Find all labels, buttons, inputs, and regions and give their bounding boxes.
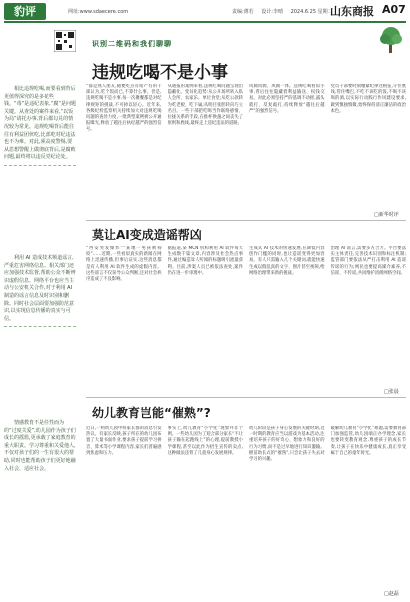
sidebar-quote-text: 相比违规吃喝,而要看到背后更值得深究的是多花些钱。“毒”是违纪表象,“腐”是问题关键。从查处的案件来看,“以饭为局”请托办事,背后都勾兑的情况较为常见。违规吃喝背后能往往有利益团伙吃,比部吃对纪违法也不为难。对此,须高度警惕,要从思想警醒上做彻底背后,是腐败问题,最终将以违反党纪论处。 [4,86,76,161]
article-byline: □新华时评 [374,212,399,218]
article-2 [86,226,406,384]
article-column: 事实上,幼儿教育“小学化”现象并非个例。一些幼儿园为了迎合部分家长“不让孩子输在起跑线上”的心理,提前教授小学课程,甚至以此作为招生宣传的卖点,这种做法违背了儿童身心发展规律。 [167,426,243,456]
sidebar-quote-text: 情感教育不是任性而为的“过度关爱”,幼儿园作为孩子们成长的摇篮,更承载了家庭教育的重大职责。学习尊重和关爱他人,不仅对孩子们的一生有很大的帮助,同时也能帮助孩子们更好地融入社会、适应社会。 [4,420,76,472]
tree-illustration-icon [376,26,406,54]
article-column: 破解幼儿教育“小学化”难题,需要教育部门加强监管,幼儿园端正办学理念,家长也要转变教育观念,尊重孩子的成长节奏,让孩子在快乐中健康成长,真正享受属于自己的童年时光。 [330,426,406,456]
column-logo: 豹评 [4,3,46,20]
article-byline: □赵磊 [384,591,399,597]
header-divider [4,21,406,23]
article-byline: □张晨 [384,389,399,395]
column-banner [4,24,406,54]
article-3 [86,404,406,590]
article-column: 党员干部要时刻绷紧纪律这根弦,守住底线,管住嘴巴,不吃不该吃的饭,不喝不该喝的酒,以实际行动践行作风建设要求,做到慎独慎微,始终保持清正廉洁的政治本色。 [330,84,406,114]
article-column: “都是熟人朋友,随便吃点有啥?”有的干部认为,吃个饭而已,不算什么事。但是,违规吃喝不是小事,每一次聚餐都是对纪律规矩的挑战,不可掉以轻心。近年来,各级纪检监察机关持续加大对违规吃喝问题的查处力度,一批典型案例被公开通报曝光,释放了越往后执纪越严的强烈信号。 [86,84,162,133]
banner-title: 识别二维码和我们聊聊 [92,40,172,48]
page-number: A07 [382,3,406,16]
sidebar-quote-3 [4,420,76,473]
website-url: 网址:www.sdaecere.com [68,9,129,15]
article-divider [86,397,406,398]
qr-code-icon [54,30,76,52]
sidebar-quote-1 [4,86,76,166]
article-column: 从通报的案例来看,违规吃喝问题呈现出隐蔽化、变异化趋势:从公开场所转入私人会所、农家乐、单位食堂;从吃公款转为吃老板、吃下属;从明目张胆转向巧立名目。一些干部把吃喝当作联络感情、拉拢关系的手段,在推杯换盏之间丧失了原则和底线,最终走上违纪违法的道路。 [167,84,243,127]
sidebar-divider [4,326,76,327]
page-meta [232,8,339,15]
issue-date: 2024.6.25 星期二 [290,9,333,15]
article-body [86,426,406,590]
sidebar-divider [4,165,76,166]
article-headline: 幼儿教育岂能“催熟”? [92,406,211,420]
article-column: 生成式 AI 技术的快速发展,在降低内容创作门槛的同时,也让造谣变得更加容易。有人只需输入几个关键词,就能快速生成以假乱真的文字、图片甚至视频,给网络治理带来新的挑战。 [249,246,325,276]
newspaper-name: 山东商报 [330,5,374,18]
editor-credit: 责编:薄若 [232,9,254,15]
article-headline: 违规吃喝不是小事 [92,63,228,83]
article-column: 幼儿阶段是孩子身心发展的关键时期,这一时期的教育应当以游戏为基本活动,注重培养孩子的好奇心、想象力和良好的行为习惯,而不是过早地进行知识灌输。揠苗助长式的“催熟”,只会让孩子失去对学习的兴趣。 [249,426,325,463]
sidebar-quote-2 [4,255,76,327]
article-column: 治理 AI 谣言,需要多方合力。平台要落实主体责任,完善技术识别和标注机制;监管部门要依法从严打击利用 AI 造谣传谣的行为;网民也要提高媒介素养,不信谣、不传谣,共同维护清朗网络空间。 [330,246,406,276]
article-column: 据报道,某 MCN 机构利用 AI 软件每天生成数千篇文章,内容涉及社会热点事件,通过编造耸人听闻的标题吸引流量获利。目前,涉案人员已被依法查处,案件仍在进一步审理中。 [167,246,243,276]
designer-credit: 设计:李晴 [261,9,283,15]
article-1 [86,58,406,208]
article-body [86,246,406,384]
article-divider [86,220,406,221]
article-column: “西安突发爆炸”“某地一男孩被狗咬”……近期,一些看似真实的新闻在网络上迅速传播,但事后证实,这些消息都是有人利用 AI 软件生成的虚假内容。这些谣言不仅误导公众判断,还对社会秩序造成了不良影响。 [86,246,162,283]
article-body [86,84,406,208]
sidebar-quote-text: 利用 AI 造成技术频道谣言,严重危害网络信息。相关部门还应加强技术监督,帮助公众不断辨识虚假信息。网络平台也应当主动与公安机关合作,对于利用 AI 制造的谣言信息及时识别和删除。同时社会层面要加强防范意识,以实现信息传播的真实与可信。 [4,255,76,322]
article-headline: 莫让AI变成造谣帮凶 [92,228,202,242]
article-column: 近日,一则幼儿园中班家长群的消息引发热议。有家长反映,孩子所在的幼儿园布置了大量书面作业,要求孩子提前学习拼音、算术等小学课程内容,家长们普遍感到焦虑和压力。 [86,426,162,456]
article-column: 风腐同源、风腐一体。违规吃喝看似小事,背后往往隐藏着利益输送、权钱交易。对此必须坚持严的基调不动摇,露头就打、反复敲打,持续释放“越往后越严”的强烈信号。 [249,84,325,114]
